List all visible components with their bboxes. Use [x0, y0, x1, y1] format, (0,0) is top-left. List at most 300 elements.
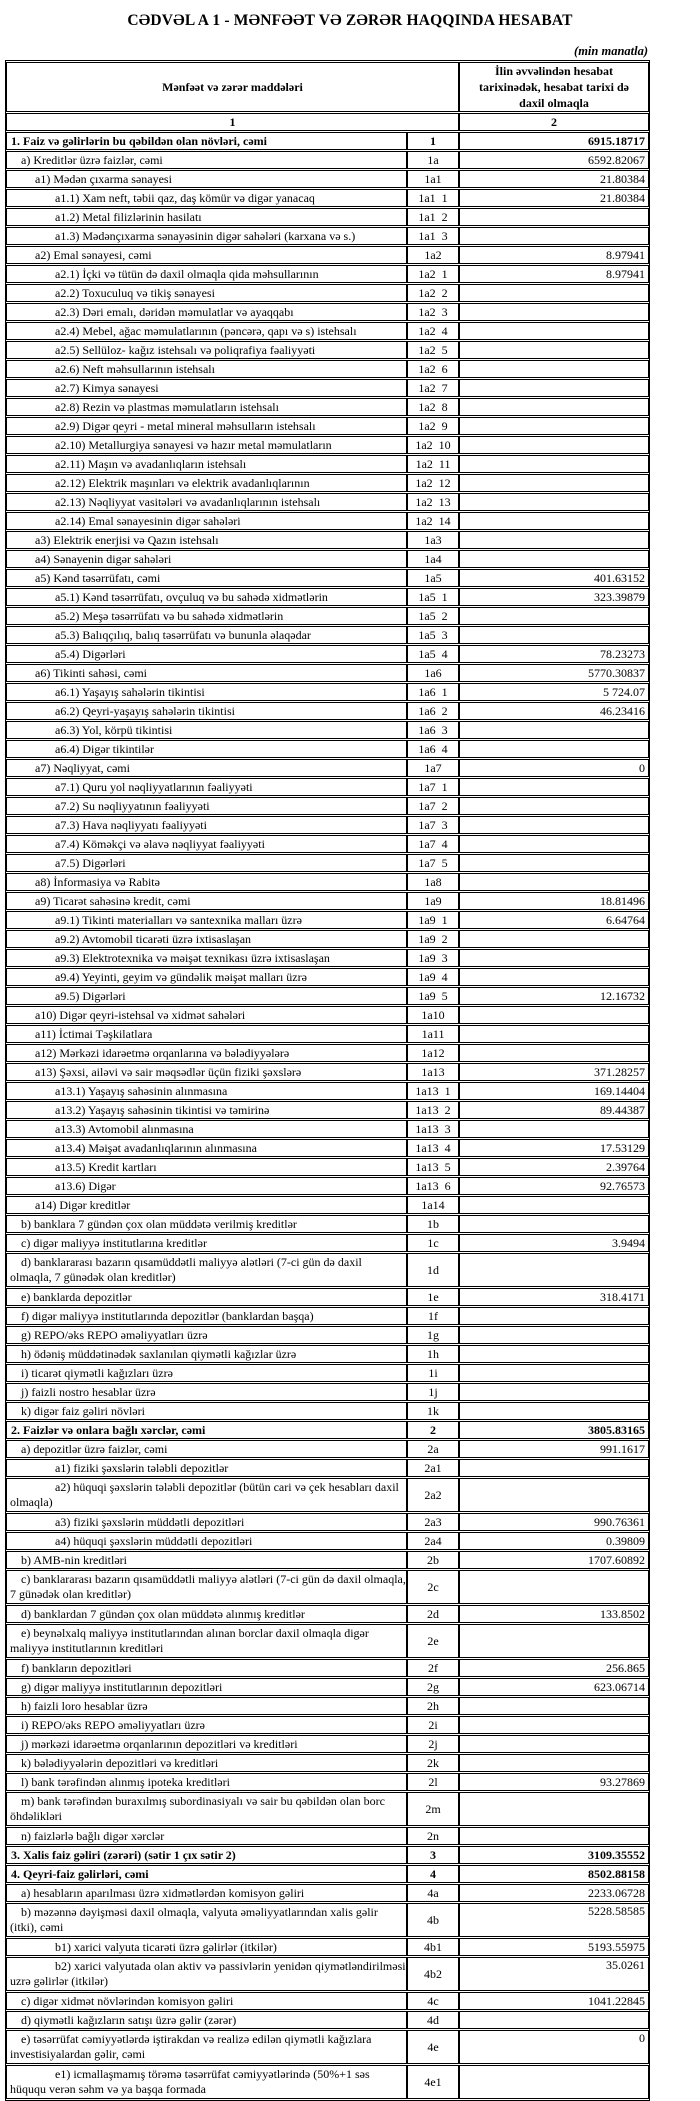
row-value: 6915.18717 [459, 132, 649, 150]
row-value: 8502.88158 [459, 1865, 649, 1883]
row-label: c) digər xidmət növlərindən komisyon gəliri [6, 1992, 407, 2010]
row-value: 89.44387 [459, 1101, 649, 1119]
table-row [6, 1605, 649, 1623]
row-label: a7.3) Hava nəqliyyatı fəaliyyəti [6, 816, 407, 834]
table-row [6, 1624, 649, 1658]
row-code: 1a9 4 [407, 968, 459, 986]
row-value [459, 1326, 649, 1344]
row-code: 1a [407, 151, 459, 169]
row-code: 1a6 1 [407, 683, 459, 701]
table-row [6, 1196, 649, 1214]
table-row [6, 949, 649, 967]
table-row [6, 930, 649, 948]
table-row [6, 1773, 649, 1791]
table-row [6, 474, 649, 492]
row-value [459, 1253, 649, 1287]
row-value [459, 455, 649, 473]
table-row [6, 246, 649, 264]
row-label: a8) İnformasiya və Rabitə [6, 873, 407, 891]
row-code: 1g [407, 1326, 459, 1344]
row-label: a4) hüquqi şəxslərin müddətli depozitləri [6, 1532, 407, 1550]
row-label: a) hesabların aparılması üzrə xidmətlərdən komisyon gəliri [6, 1884, 407, 1902]
row-label: a2) Emal sənayesi, cəmi [6, 246, 407, 264]
table-row [6, 987, 649, 1005]
row-code: 1a13 [407, 1063, 459, 1081]
row-value: 323.39879 [459, 588, 649, 606]
row-code: 1d [407, 1253, 459, 1287]
row-value [459, 873, 649, 891]
row-value [459, 1827, 649, 1845]
row-label: a7) Nəqliyyat, cəmi [6, 759, 407, 777]
row-label: g) digər maliyyə institutlarının depozitləri [6, 1678, 407, 1696]
table-row [6, 2030, 649, 2064]
table-header-row [6, 62, 649, 112]
row-value: 2233.06728 [459, 1884, 649, 1902]
table-row [6, 1865, 649, 1883]
row-label: b) məzənnə dəyişməsi daxil olmaqla, valyuta əməliyyatlarından xalis gəlir (itki), cəmi [6, 1903, 407, 1937]
row-code: 2c [407, 1570, 459, 1604]
row-value [459, 1364, 649, 1382]
table-row [6, 1158, 649, 1176]
table-row [6, 1532, 649, 1550]
row-label: e) təsərrüfat cəmiyyətlərdə iştirakdan və realizə edilən qiymətli kağızlara investisiyalardan gəlir, cəmi [6, 2030, 407, 2064]
row-value [459, 398, 649, 416]
table-row [6, 1402, 649, 1420]
row-value: 401.63152 [459, 569, 649, 587]
row-value: 5 724.07 [459, 683, 649, 701]
row-code: 1a2 8 [407, 398, 459, 416]
row-code: 2 [407, 1421, 459, 1439]
row-label: j) faizli nostro hesablar üzrə [6, 1383, 407, 1401]
row-code: 1a6 [407, 664, 459, 682]
row-code: 1a7 5 [407, 854, 459, 872]
page-title: CƏDVƏL A 1 - MƏNFƏƏT VƏ ZƏRƏR HAQQINDA HESABAT [127, 12, 573, 29]
table-row [6, 1253, 649, 1287]
row-code: 1a2 10 [407, 436, 459, 454]
row-code: 4b [407, 1903, 459, 1937]
row-value: 5228.58585 [459, 1903, 649, 1937]
row-label: a5.1) Kənd təsərrüfatı, ovçuluq və bu sahədə xidmətlərin [6, 588, 407, 606]
row-code: 1a2 1 [407, 265, 459, 283]
table-row [6, 2065, 649, 2099]
row-code: 2a [407, 1440, 459, 1458]
row-label: a14) Digər kreditlər [6, 1196, 407, 1214]
row-value [459, 1716, 649, 1734]
row-code: 1a2 5 [407, 341, 459, 359]
row-label: a13.1) Yaşayış sahəsinin alınmasına [6, 1082, 407, 1100]
row-code: 4a [407, 1884, 459, 1902]
table-row [6, 132, 649, 150]
table-row [6, 778, 649, 796]
row-code: 1a2 12 [407, 474, 459, 492]
row-value: 3.9494 [459, 1234, 649, 1252]
row-label: a7.4) Köməkçi və əlavə nəqliyyat fəaliyyəti [6, 835, 407, 853]
row-label: a1.1) Xam neft, təbii qaz, daş kömür və digər yanacaq [6, 189, 407, 207]
table-row [6, 1903, 649, 1937]
row-label: a3) Elektrik enerjisi və Qazın istehsalı [6, 531, 407, 549]
row-value: 3805.83165 [459, 1421, 649, 1439]
row-label: b1) xarici valyuta ticarəti üzrə gəlirlər (itkilər) [6, 1938, 407, 1956]
row-value [459, 626, 649, 644]
table-row [6, 1440, 649, 1458]
table-row [6, 322, 649, 340]
row-code: 1a13 3 [407, 1120, 459, 1138]
row-value: 8.97941 [459, 246, 649, 264]
row-label: a13.2) Yaşayış sahəsinin tikintisi və təmirinə [6, 1101, 407, 1119]
row-label: a9.5) Digərləri [6, 987, 407, 1005]
row-value: 318.4171 [459, 1288, 649, 1306]
row-label: d) qiymətli kağızların satışı üzrə gəlir (zərər) [6, 2011, 407, 2029]
row-code: 1a14 [407, 1196, 459, 1214]
row-code: 1a5 [407, 569, 459, 587]
table-row [6, 341, 649, 359]
row-value [459, 1006, 649, 1024]
row-value [459, 1120, 649, 1138]
table-row [6, 512, 649, 530]
row-value: 2.39764 [459, 1158, 649, 1176]
row-value [459, 512, 649, 530]
row-label: a1.2) Metal filizlərinin hasilatı [6, 208, 407, 226]
col-number-2: 2 [459, 113, 649, 131]
row-label: a5.4) Digərləri [6, 645, 407, 663]
row-value: 5770.30837 [459, 664, 649, 682]
table-row [6, 2011, 649, 2029]
table-row [6, 702, 649, 720]
row-value [459, 2065, 649, 2099]
row-code: 1k [407, 1402, 459, 1420]
row-value: 6592.82067 [459, 151, 649, 169]
row-code: 1a9 1 [407, 911, 459, 929]
table-row [6, 1082, 649, 1100]
table-row [6, 1345, 649, 1363]
row-code: 1a2 9 [407, 417, 459, 435]
row-value: 8.97941 [459, 265, 649, 283]
row-code: 1a3 [407, 531, 459, 549]
row-value [459, 930, 649, 948]
row-code: 1a13 2 [407, 1101, 459, 1119]
row-label: a2.10) Metallurgiya sənayesi və hazır metal məmulatların [6, 436, 407, 454]
row-value [459, 949, 649, 967]
row-label: a13.3) Avtomobil alınmasına [6, 1120, 407, 1138]
table-row [6, 797, 649, 815]
row-code: 1a13 5 [407, 1158, 459, 1176]
table-row [6, 607, 649, 625]
row-value: 12.16732 [459, 987, 649, 1005]
table-row [6, 1120, 649, 1138]
table-row [6, 379, 649, 397]
row-code: 1a9 5 [407, 987, 459, 1005]
row-label: l) bank tərəfindən alınmış ipoteka kreditləri [6, 1773, 407, 1791]
row-value [459, 208, 649, 226]
table-row [6, 1884, 649, 1902]
table-row [6, 873, 649, 891]
row-label: i) REPO/əks REPO əməliyyatları üzrə [6, 1716, 407, 1734]
row-label: k) digər faiz gəliri növləri [6, 1402, 407, 1420]
row-label: a9) Ticarət sahəsinə kredit, cəmi [6, 892, 407, 910]
row-value [459, 1792, 649, 1826]
table-row [6, 1234, 649, 1252]
row-label: a7.2) Su nəqliyyatının fəaliyyəti [6, 797, 407, 815]
row-label: a2.14) Emal sənayesinin digər sahələri [6, 512, 407, 530]
table-row [6, 1025, 649, 1043]
row-label: a6.1) Yaşayış sahələrin tikintisi [6, 683, 407, 701]
row-label: a3) fiziki şəxslərin müddətli depozitləri [6, 1513, 407, 1531]
row-code: 1a1 3 [407, 227, 459, 245]
row-code: 1a6 3 [407, 721, 459, 739]
row-value: 46.23416 [459, 702, 649, 720]
table-row [6, 1139, 649, 1157]
row-label: a5.3) Balıqçılıq, balıq təsərrüfatı və bununla əlaqədar [6, 626, 407, 644]
table-row [6, 493, 649, 511]
table-row [6, 1678, 649, 1696]
unit-note: (min manatla) [574, 44, 648, 58]
row-label: a2.3) Dəri emalı, dəridən məmulatlar və ayaqqabı [6, 303, 407, 321]
row-value [459, 1570, 649, 1604]
row-code: 1a6 2 [407, 702, 459, 720]
table-row [6, 208, 649, 226]
row-code: 1a7 [407, 759, 459, 777]
row-value: 0.39809 [459, 1532, 649, 1550]
row-value [459, 1478, 649, 1512]
row-value [459, 721, 649, 739]
table-row [6, 1754, 649, 1772]
row-code: 2l [407, 1773, 459, 1791]
table-row [6, 1513, 649, 1531]
row-code: 1a1 1 [407, 189, 459, 207]
row-code: 4c [407, 1992, 459, 2010]
table-row [6, 1957, 649, 1991]
table-row [6, 360, 649, 378]
row-value: 21.80384 [459, 189, 649, 207]
row-label: a1.3) Mədənçıxarma sənayəsinin digər sahələri (karxana və s.) [6, 227, 407, 245]
row-label: a9.4) Yeyinti, geyim və gündəlik məişət malları üzrə [6, 968, 407, 986]
row-code: 2g [407, 1678, 459, 1696]
row-value [459, 436, 649, 454]
row-label: j) mərkəzi idarəetmə orqanlarının depozitləri və kreditləri [6, 1735, 407, 1753]
row-label: e1) icmallaşmamış törəmə təsərrüfat cəmiyyətlərində (50%+1 səs hüququ verən səhm və ya başqa formada [6, 2065, 407, 2099]
row-label: a2.1) İçki və tütün də daxil olmaqla qida məhsullarının [6, 265, 407, 283]
row-label: a11) İctimai Təşkilatlara [6, 1025, 407, 1043]
row-code: 1a1 [407, 170, 459, 188]
row-label: a5.2) Meşə təsərrüfatı və bu sahədə xidmətlərin [6, 607, 407, 625]
row-value [459, 1345, 649, 1363]
row-label: h) faizli loro hesablar üzrə [6, 1697, 407, 1715]
row-value: 169.14404 [459, 1082, 649, 1100]
row-code: 1a9 2 [407, 930, 459, 948]
table-row [6, 189, 649, 207]
row-value [459, 968, 649, 986]
row-label: a2.9) Digər qeyri - metal mineral məhsulların istehsalı [6, 417, 407, 435]
row-label: a2.11) Maşın və avadanlıqların istehsalı [6, 455, 407, 473]
row-code: 2b [407, 1551, 459, 1569]
row-label: 2. Faizlər və onlara bağlı xərclər, cəmi [6, 1421, 407, 1439]
row-label: 3. Xalis faiz gəliri (zərəri) (sətir 1 çıx sətir 2) [6, 1846, 407, 1864]
row-label: a9.2) Avtomobil ticarəti üzrə ixtisaslaşan [6, 930, 407, 948]
row-code: 4b1 [407, 1938, 459, 1956]
row-code: 1h [407, 1345, 459, 1363]
row-label: i) ticarət qiymətli kağızları üzrə [6, 1364, 407, 1382]
row-code: 1a2 2 [407, 284, 459, 302]
row-label: f) bankların depozitləri [6, 1659, 407, 1677]
table-row [6, 1326, 649, 1344]
row-code: 2j [407, 1735, 459, 1753]
row-label: a5) Kənd təsərrüfatı, cəmi [6, 569, 407, 587]
row-value: 990.76361 [459, 1513, 649, 1531]
row-label: a7.1) Quru yol nəqliyyatlarının fəaliyyəti [6, 778, 407, 796]
row-value [459, 778, 649, 796]
row-value [459, 531, 649, 549]
row-value [459, 835, 649, 853]
row-label: a4) Sənayenin digər sahələri [6, 550, 407, 568]
row-code: 1a7 2 [407, 797, 459, 815]
row-code: 2n [407, 1827, 459, 1845]
row-value: 0 [459, 2030, 649, 2064]
row-value [459, 474, 649, 492]
row-value: 623.06714 [459, 1678, 649, 1696]
row-label: a) depozitlər üzrə faizlər, cəmi [6, 1440, 407, 1458]
table-row [6, 968, 649, 986]
row-label: a10) Digər qeyri-istehsal və xidmət sahələri [6, 1006, 407, 1024]
table-row [6, 759, 649, 777]
row-value: 6.64764 [459, 911, 649, 929]
table-row [6, 1364, 649, 1382]
table-row [6, 1716, 649, 1734]
table-row [6, 550, 649, 568]
row-code: 1a2 13 [407, 493, 459, 511]
row-label: a2.5) Sellüloz- kağız istehsalı və poliqrafiya fəaliyyəti [6, 341, 407, 359]
row-value: 21.80384 [459, 170, 649, 188]
row-label: b) AMB-nin kreditləri [6, 1551, 407, 1569]
row-label: n) faizlərlə bağlı digər xərclər [6, 1827, 407, 1845]
row-value [459, 1383, 649, 1401]
row-value [459, 854, 649, 872]
row-code: 1a10 [407, 1006, 459, 1024]
row-code: 1j [407, 1383, 459, 1401]
row-label: a6.2) Qeyri-yaşayış sahələrin tikintisi [6, 702, 407, 720]
row-label: e) banklarda depozitlər [6, 1288, 407, 1306]
row-code: 1a5 2 [407, 607, 459, 625]
row-code: 1a13 6 [407, 1177, 459, 1195]
row-value [459, 550, 649, 568]
table-row [6, 170, 649, 188]
row-value [459, 1754, 649, 1772]
table-row [6, 1421, 649, 1439]
row-code: 2h [407, 1697, 459, 1715]
row-code: 2e [407, 1624, 459, 1658]
table-row [6, 1307, 649, 1325]
table-row [6, 265, 649, 283]
pnl-table [6, 61, 649, 2100]
row-label: a7.5) Digərləri [6, 854, 407, 872]
row-code: 4d [407, 2011, 459, 2029]
row-label: a13) Şəxsi, ailəvi və sair məqsədlər üçün fiziki şəxslərə [6, 1063, 407, 1081]
row-value: 256.865 [459, 1659, 649, 1677]
row-code: 1e [407, 1288, 459, 1306]
row-value [459, 1697, 649, 1715]
row-code: 1a5 4 [407, 645, 459, 663]
row-code: 1a2 7 [407, 379, 459, 397]
row-value [459, 607, 649, 625]
table-row [6, 1478, 649, 1512]
table-row [6, 227, 649, 245]
row-code: 3 [407, 1846, 459, 1864]
row-value [459, 284, 649, 302]
row-code: 1a2 3 [407, 303, 459, 321]
row-code: 1a2 11 [407, 455, 459, 473]
row-value [459, 2011, 649, 2029]
row-value: 78.23273 [459, 645, 649, 663]
row-code: 2a2 [407, 1478, 459, 1512]
row-value [459, 1307, 649, 1325]
row-code: 1b [407, 1215, 459, 1233]
row-code: 4e [407, 2030, 459, 2064]
row-label: a1) Mədən çıxarma sənayesi [6, 170, 407, 188]
row-code: 1a13 1 [407, 1082, 459, 1100]
row-value: 17.53129 [459, 1139, 649, 1157]
row-code: 1a5 1 [407, 588, 459, 606]
row-label: a12) Mərkəzi idarəetmə orqanlarına və bələdiyyələrə [6, 1044, 407, 1062]
row-code: 4e1 [407, 2065, 459, 2099]
row-code: 2a4 [407, 1532, 459, 1550]
table-row [6, 1659, 649, 1677]
row-value [459, 341, 649, 359]
row-code: 4b2 [407, 1957, 459, 1991]
table-row [6, 569, 649, 587]
row-label: c) digər maliyyə institutlarına kreditlər [6, 1234, 407, 1252]
row-code: 1a2 [407, 246, 459, 264]
table-row [6, 1735, 649, 1753]
table-row [6, 1792, 649, 1826]
table-row [6, 1570, 649, 1604]
table-row [6, 303, 649, 321]
row-code: 2f [407, 1659, 459, 1677]
table-row [6, 1044, 649, 1062]
row-value [459, 740, 649, 758]
row-value [459, 1402, 649, 1420]
table-row [6, 683, 649, 701]
row-label: a2) hüquqi şəxslərin tələbli depozitlər (bütün cari və çek hesabları daxil olmaqla) [6, 1478, 407, 1512]
row-value: 18.81496 [459, 892, 649, 910]
row-label: a6.3) Yol, körpü tikintisi [6, 721, 407, 739]
row-label: a1) fiziki şəxslərin tələbli depozitlər [6, 1459, 407, 1477]
row-code: 4 [407, 1865, 459, 1883]
row-code: 2a1 [407, 1459, 459, 1477]
row-value [459, 1196, 649, 1214]
col-header-items: Mənfəət və zərər maddələri [6, 62, 459, 112]
row-label: a9.3) Elektrotexnika və məişət texnikası üzrə ixtisaslaşan [6, 949, 407, 967]
row-code: 1f [407, 1307, 459, 1325]
row-code: 1a9 [407, 892, 459, 910]
row-code: 2i [407, 1716, 459, 1734]
table-row [6, 455, 649, 473]
row-label: a6.4) Digər tikintilər [6, 740, 407, 758]
row-value [459, 360, 649, 378]
row-code: 1a1 2 [407, 208, 459, 226]
row-label: 4. Qeyri-faiz gəlirləri, cəmi [6, 1865, 407, 1883]
table-row [6, 531, 649, 549]
row-value: 1707.60892 [459, 1551, 649, 1569]
row-code: 1a8 [407, 873, 459, 891]
row-code: 1 [407, 132, 459, 150]
row-code: 2d [407, 1605, 459, 1623]
row-label: 1. Faiz və gəlirlərin bu qəbildən olan növləri, cəmi [6, 132, 407, 150]
row-value: 133.8502 [459, 1605, 649, 1623]
row-code: 1i [407, 1364, 459, 1382]
row-code: 1a5 3 [407, 626, 459, 644]
table-row [6, 1383, 649, 1401]
table-row [6, 645, 649, 663]
table-row [6, 721, 649, 739]
